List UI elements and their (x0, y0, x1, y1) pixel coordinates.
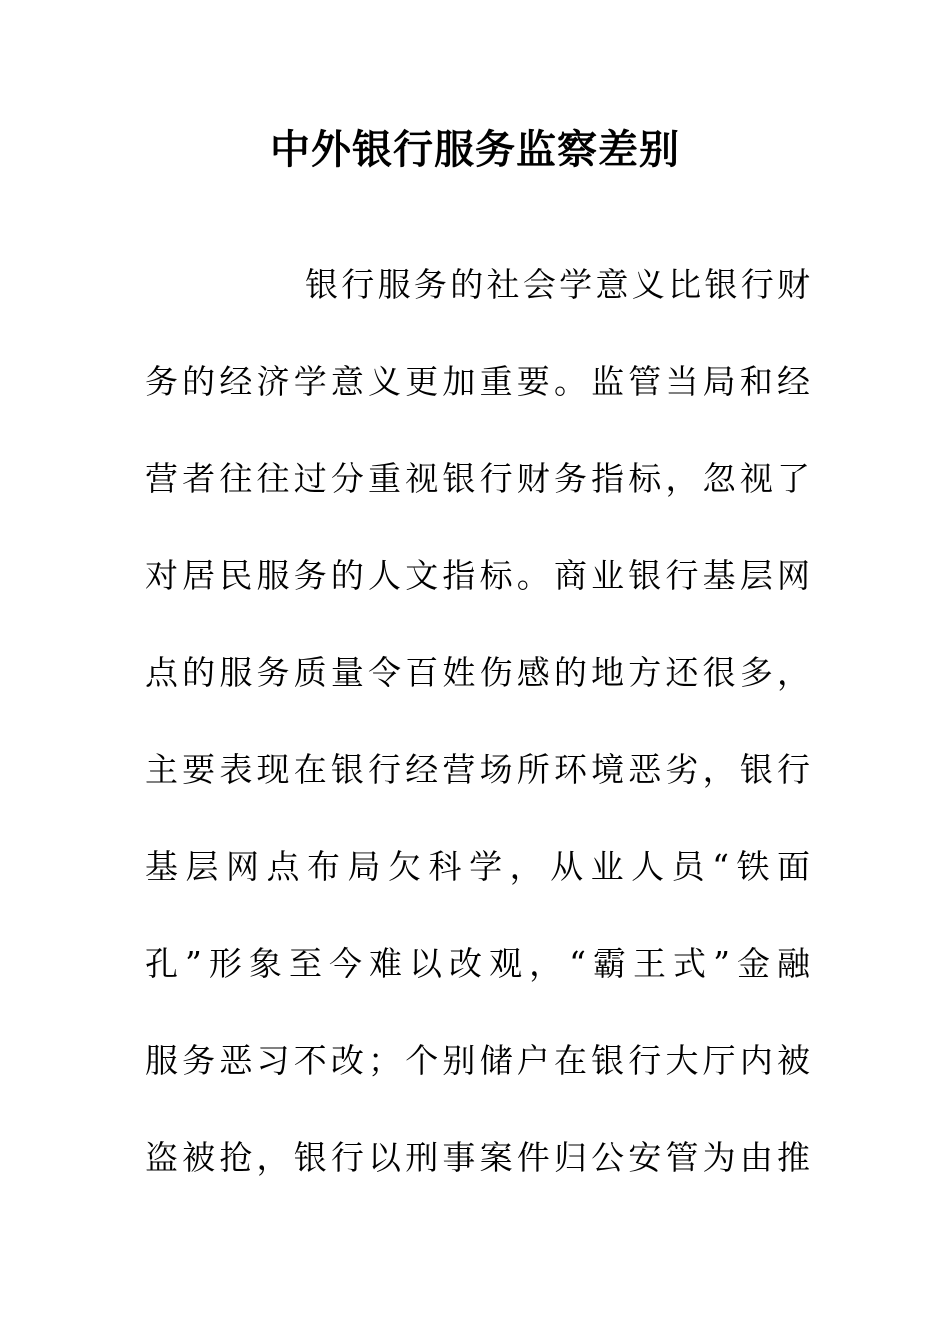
body-line-3: 营者往往过分重视银行财务指标，忽视了 (145, 459, 810, 498)
body-line-7: 基层网点布局欠科学，从业人员“铁面 (145, 847, 810, 886)
body-line-1: 银行服务的社会学意义比银行财 (305, 265, 810, 304)
body-line-8: 孔”形象至今难以改观，“霸王式”金融 (145, 944, 810, 983)
body-line-10: 盗被抢，银行以刑事案件归公安管为由推 (145, 1138, 810, 1177)
body-line-5: 点的服务质量令百姓伤感的地方还很多， (145, 653, 810, 692)
body-line-6: 主要表现在银行经营场所环境恶劣，银行 (145, 750, 810, 789)
document-body (145, 255, 810, 1225)
body-line-2: 务的经济学意义更加重要。监管当局和经 (145, 362, 810, 401)
body-line-4: 对居民服务的人文指标。商业银行基层网 (145, 556, 810, 595)
body-line-9: 服务恶习不改；个别储户在银行大厅内被 (145, 1041, 810, 1080)
document-title: 中外银行服务监察差别 (270, 127, 680, 173)
